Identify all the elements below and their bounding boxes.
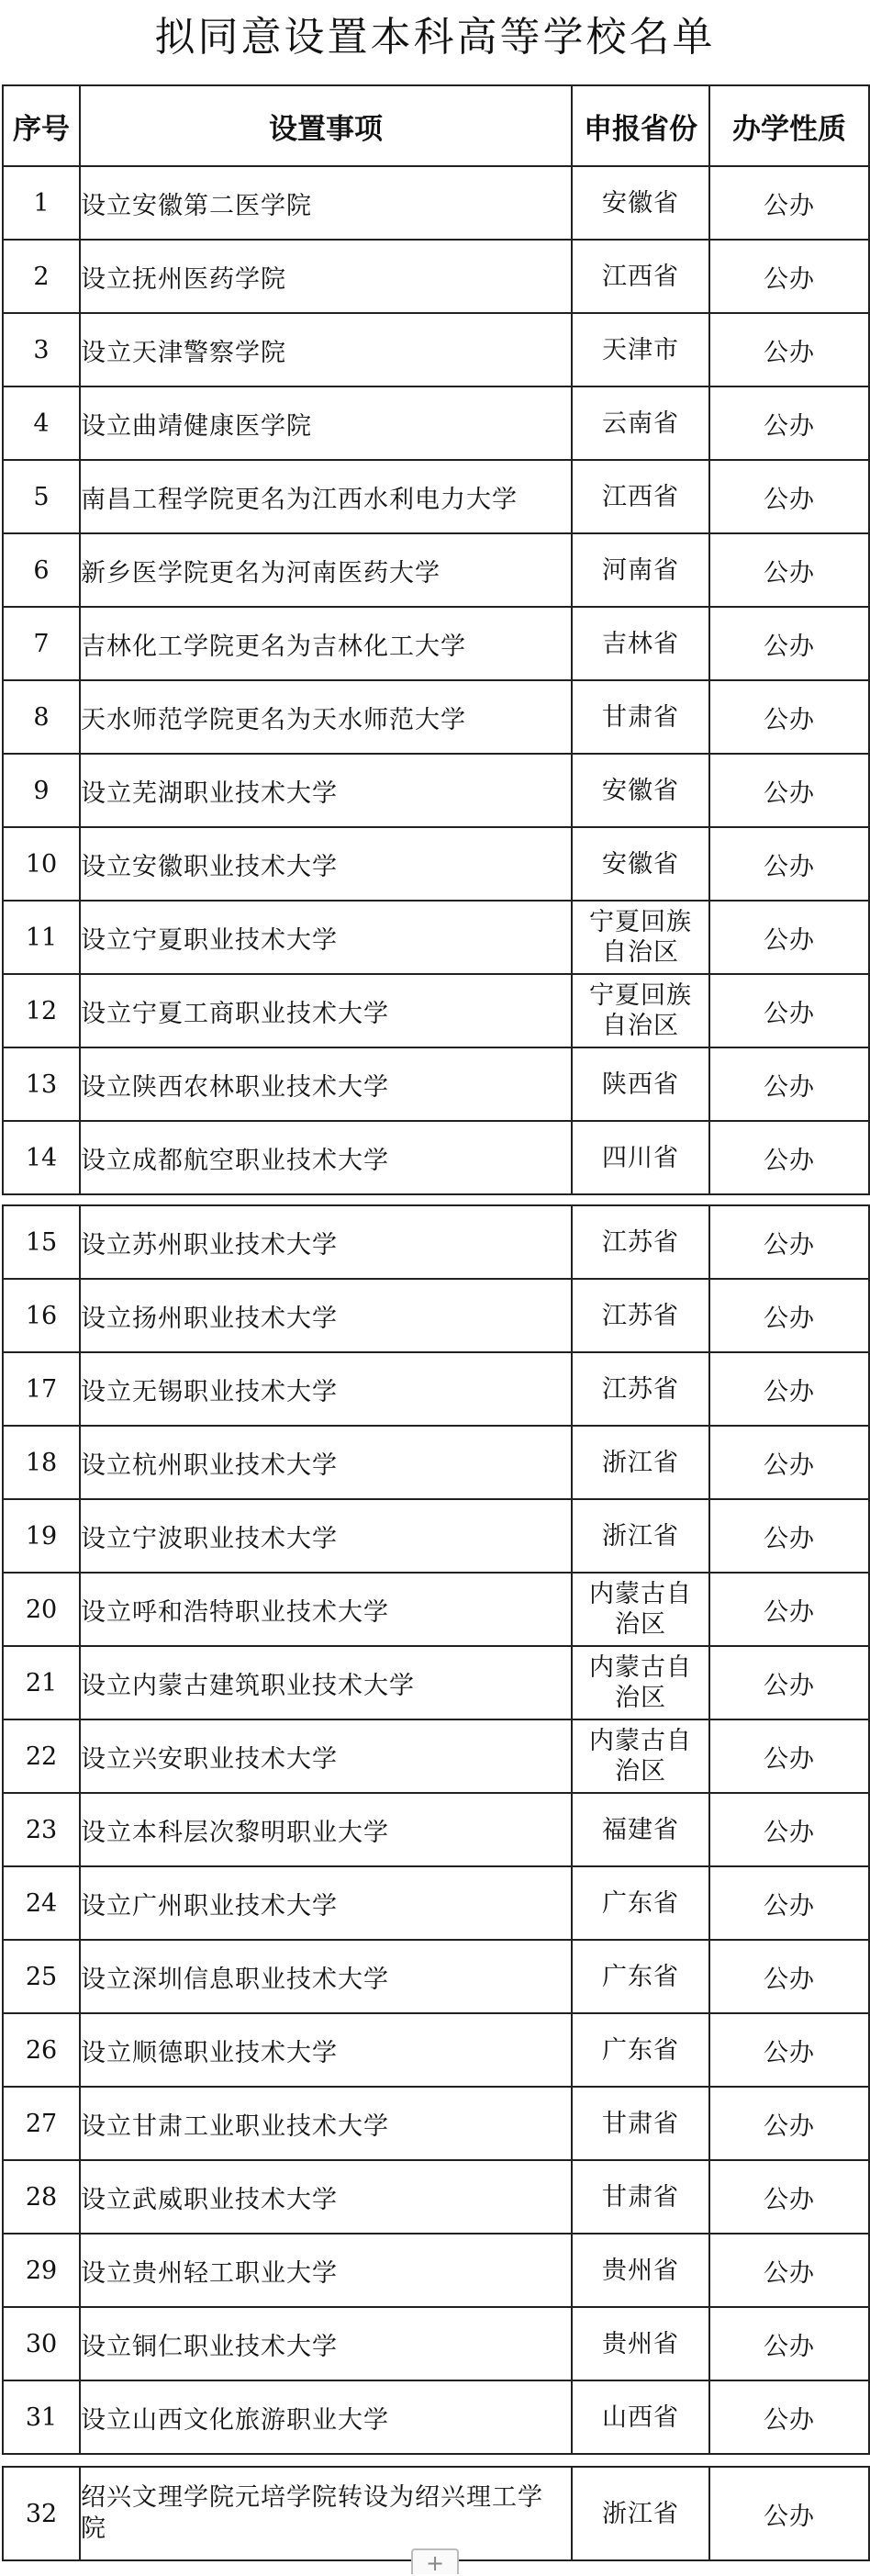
row-item: 设立兴安职业技术大学 — [80, 1719, 572, 1793]
table-row — [3, 460, 869, 533]
row-province: 江苏省 — [572, 1279, 709, 1352]
row-number: 18 — [3, 1426, 80, 1499]
table-row — [3, 680, 869, 754]
row-nature: 公办 — [709, 2467, 869, 2560]
row-item: 设立曲靖健康医学院 — [80, 386, 572, 460]
table-row — [3, 607, 869, 680]
row-number: 26 — [3, 2013, 80, 2087]
table-row — [3, 2467, 869, 2560]
column-header: 设置事项 — [80, 85, 572, 166]
row-province: 安徽省 — [572, 827, 709, 901]
row-item: 天水师范学院更名为天水师范大学 — [80, 680, 572, 754]
table-row — [3, 1646, 869, 1719]
row-item: 设立武威职业技术大学 — [80, 2160, 572, 2234]
column-header: 序号 — [3, 85, 80, 166]
row-nature: 公办 — [709, 1719, 869, 1793]
table-row — [3, 1866, 869, 1940]
row-item: 设立杭州职业技术大学 — [80, 1426, 572, 1499]
row-item: 设立广州职业技术大学 — [80, 1866, 572, 1940]
table-row — [3, 1279, 869, 1352]
table-row — [3, 1719, 869, 1793]
table-row — [3, 2307, 869, 2380]
table-row — [3, 1499, 869, 1573]
row-nature: 公办 — [709, 1121, 869, 1194]
table-row — [3, 2087, 869, 2160]
row-item: 设立宁波职业技术大学 — [80, 1499, 572, 1573]
table-row — [3, 166, 869, 240]
row-number: 30 — [3, 2307, 80, 2380]
row-province: 宁夏回族自治区 — [572, 901, 709, 974]
row-item: 设立无锡职业技术大学 — [80, 1352, 572, 1426]
row-item: 设立铜仁职业技术大学 — [80, 2307, 572, 2380]
row-province: 江西省 — [572, 460, 709, 533]
row-province: 内蒙古自治区 — [572, 1719, 709, 1793]
row-number: 24 — [3, 1866, 80, 1940]
row-nature: 公办 — [709, 2087, 869, 2160]
row-number: 15 — [3, 1205, 80, 1279]
row-province: 宁夏回族自治区 — [572, 974, 709, 1047]
row-item: 设立安徽职业技术大学 — [80, 827, 572, 901]
table-header-row — [3, 85, 869, 166]
row-nature: 公办 — [709, 2380, 869, 2454]
row-province: 贵州省 — [572, 2307, 709, 2380]
row-nature: 公办 — [709, 1047, 869, 1121]
row-number: 23 — [3, 1793, 80, 1866]
row-item: 设立贵州轻工职业大学 — [80, 2234, 572, 2307]
row-number: 20 — [3, 1573, 80, 1646]
table-row — [3, 533, 869, 607]
table-row — [3, 827, 869, 901]
row-province: 江西省 — [572, 240, 709, 313]
table-row — [3, 1047, 869, 1121]
row-number: 21 — [3, 1646, 80, 1719]
row-province: 安徽省 — [572, 166, 709, 240]
table-row — [3, 2013, 869, 2087]
row-item: 设立抚州医药学院 — [80, 240, 572, 313]
row-item: 设立芜湖职业技术大学 — [80, 754, 572, 827]
row-nature: 公办 — [709, 1279, 869, 1352]
row-number: 19 — [3, 1499, 80, 1573]
table-row — [3, 901, 869, 974]
row-item: 设立宁夏职业技术大学 — [80, 901, 572, 974]
row-number: 10 — [3, 827, 80, 901]
row-nature: 公办 — [709, 901, 869, 974]
row-province: 四川省 — [572, 1121, 709, 1194]
row-item: 设立内蒙古建筑职业技术大学 — [80, 1646, 572, 1719]
row-province: 甘肃省 — [572, 680, 709, 754]
table-row — [3, 1205, 869, 1279]
row-nature: 公办 — [709, 313, 869, 386]
row-nature: 公办 — [709, 1499, 869, 1573]
row-number: 14 — [3, 1121, 80, 1194]
row-province: 浙江省 — [572, 1426, 709, 1499]
row-nature: 公办 — [709, 1866, 869, 1940]
row-nature: 公办 — [709, 1352, 869, 1426]
row-nature: 公办 — [709, 1646, 869, 1719]
column-header: 办学性质 — [709, 85, 869, 166]
row-nature: 公办 — [709, 166, 869, 240]
schools-table-block-3 — [2, 2466, 870, 2561]
row-item: 设立安徽第二医学院 — [80, 166, 572, 240]
table-row — [3, 754, 869, 827]
row-number: 17 — [3, 1352, 80, 1426]
schools-table-block-1 — [2, 84, 870, 1195]
row-province: 云南省 — [572, 386, 709, 460]
row-province: 内蒙古自治区 — [572, 1646, 709, 1719]
row-nature: 公办 — [709, 240, 869, 313]
row-province: 广东省 — [572, 2013, 709, 2087]
row-item: 吉林化工学院更名为吉林化工大学 — [80, 607, 572, 680]
row-item: 设立甘肃工业职业技术大学 — [80, 2087, 572, 2160]
row-province: 甘肃省 — [572, 2087, 709, 2160]
row-nature: 公办 — [709, 2013, 869, 2087]
row-number: 31 — [3, 2380, 80, 2454]
row-nature: 公办 — [709, 1573, 869, 1646]
row-number: 7 — [3, 607, 80, 680]
row-province: 贵州省 — [572, 2234, 709, 2307]
row-province: 天津市 — [572, 313, 709, 386]
row-item: 设立宁夏工商职业技术大学 — [80, 974, 572, 1047]
row-nature: 公办 — [709, 680, 869, 754]
row-number: 32 — [3, 2467, 80, 2560]
row-nature: 公办 — [709, 1426, 869, 1499]
row-number: 2 — [3, 240, 80, 313]
row-number: 11 — [3, 901, 80, 974]
row-nature: 公办 — [709, 386, 869, 460]
row-nature: 公办 — [709, 2307, 869, 2380]
row-item: 绍兴文理学院元培学院转设为绍兴理工学院 — [80, 2467, 572, 2560]
table-row — [3, 1121, 869, 1194]
row-item: 新乡医学院更名为河南医药大学 — [80, 533, 572, 607]
row-province: 内蒙古自治区 — [572, 1573, 709, 1646]
row-number: 13 — [3, 1047, 80, 1121]
row-province: 江苏省 — [572, 1205, 709, 1279]
row-item: 南昌工程学院更名为江西水利电力大学 — [80, 460, 572, 533]
row-province: 河南省 — [572, 533, 709, 607]
page-title: 拟同意设置本科高等学校名单 — [154, 14, 716, 61]
row-number: 28 — [3, 2160, 80, 2234]
row-nature: 公办 — [709, 607, 869, 680]
row-province: 福建省 — [572, 1793, 709, 1866]
row-item: 设立本科层次黎明职业大学 — [80, 1793, 572, 1866]
row-province: 广东省 — [572, 1940, 709, 2013]
column-header: 申报省份 — [572, 85, 709, 166]
row-nature: 公办 — [709, 827, 869, 901]
table-row — [3, 1793, 869, 1866]
table-row — [3, 2380, 869, 2454]
table-row — [3, 1426, 869, 1499]
row-item: 设立成都航空职业技术大学 — [80, 1121, 572, 1194]
row-nature: 公办 — [709, 974, 869, 1047]
table-row — [3, 974, 869, 1047]
row-number: 8 — [3, 680, 80, 754]
row-number: 16 — [3, 1279, 80, 1352]
row-nature: 公办 — [709, 1793, 869, 1866]
row-item: 设立苏州职业技术大学 — [80, 1205, 572, 1279]
row-province: 安徽省 — [572, 754, 709, 827]
row-number: 9 — [3, 754, 80, 827]
row-number: 5 — [3, 460, 80, 533]
row-item: 设立深圳信息职业技术大学 — [80, 1940, 572, 2013]
row-nature: 公办 — [709, 1940, 869, 2013]
row-item: 设立呼和浩特职业技术大学 — [80, 1573, 572, 1646]
row-nature: 公办 — [709, 754, 869, 827]
table-row — [3, 1352, 869, 1426]
row-nature: 公办 — [709, 2160, 869, 2234]
row-number: 12 — [3, 974, 80, 1047]
row-item: 设立顺德职业技术大学 — [80, 2013, 572, 2087]
row-item: 设立天津警察学院 — [80, 313, 572, 386]
row-province: 吉林省 — [572, 607, 709, 680]
row-number: 3 — [3, 313, 80, 386]
row-province: 广东省 — [572, 1866, 709, 1940]
table-row — [3, 1573, 869, 1646]
row-nature: 公办 — [709, 1205, 869, 1279]
row-nature: 公办 — [709, 460, 869, 533]
row-nature: 公办 — [709, 533, 869, 607]
table-row — [3, 386, 869, 460]
row-item: 设立扬州职业技术大学 — [80, 1279, 572, 1352]
schools-table-block-2 — [2, 1204, 870, 2455]
expand-icon[interactable]: + — [411, 2548, 459, 2574]
row-province: 山西省 — [572, 2380, 709, 2454]
row-number: 6 — [3, 533, 80, 607]
table-row — [3, 2234, 869, 2307]
table-row — [3, 1940, 869, 2013]
row-province: 浙江省 — [572, 2467, 709, 2560]
row-item: 设立陕西农林职业技术大学 — [80, 1047, 572, 1121]
row-province: 浙江省 — [572, 1499, 709, 1573]
row-province: 江苏省 — [572, 1352, 709, 1426]
row-number: 29 — [3, 2234, 80, 2307]
row-number: 4 — [3, 386, 80, 460]
row-number: 25 — [3, 1940, 80, 2013]
row-number: 22 — [3, 1719, 80, 1793]
table-row — [3, 240, 869, 313]
row-number: 27 — [3, 2087, 80, 2160]
table-row — [3, 2160, 869, 2234]
table-row — [3, 313, 869, 386]
row-item: 设立山西文化旅游职业大学 — [80, 2380, 572, 2454]
row-province: 陕西省 — [572, 1047, 709, 1121]
row-province: 甘肃省 — [572, 2160, 709, 2234]
row-nature: 公办 — [709, 2234, 869, 2307]
row-number: 1 — [3, 166, 80, 240]
